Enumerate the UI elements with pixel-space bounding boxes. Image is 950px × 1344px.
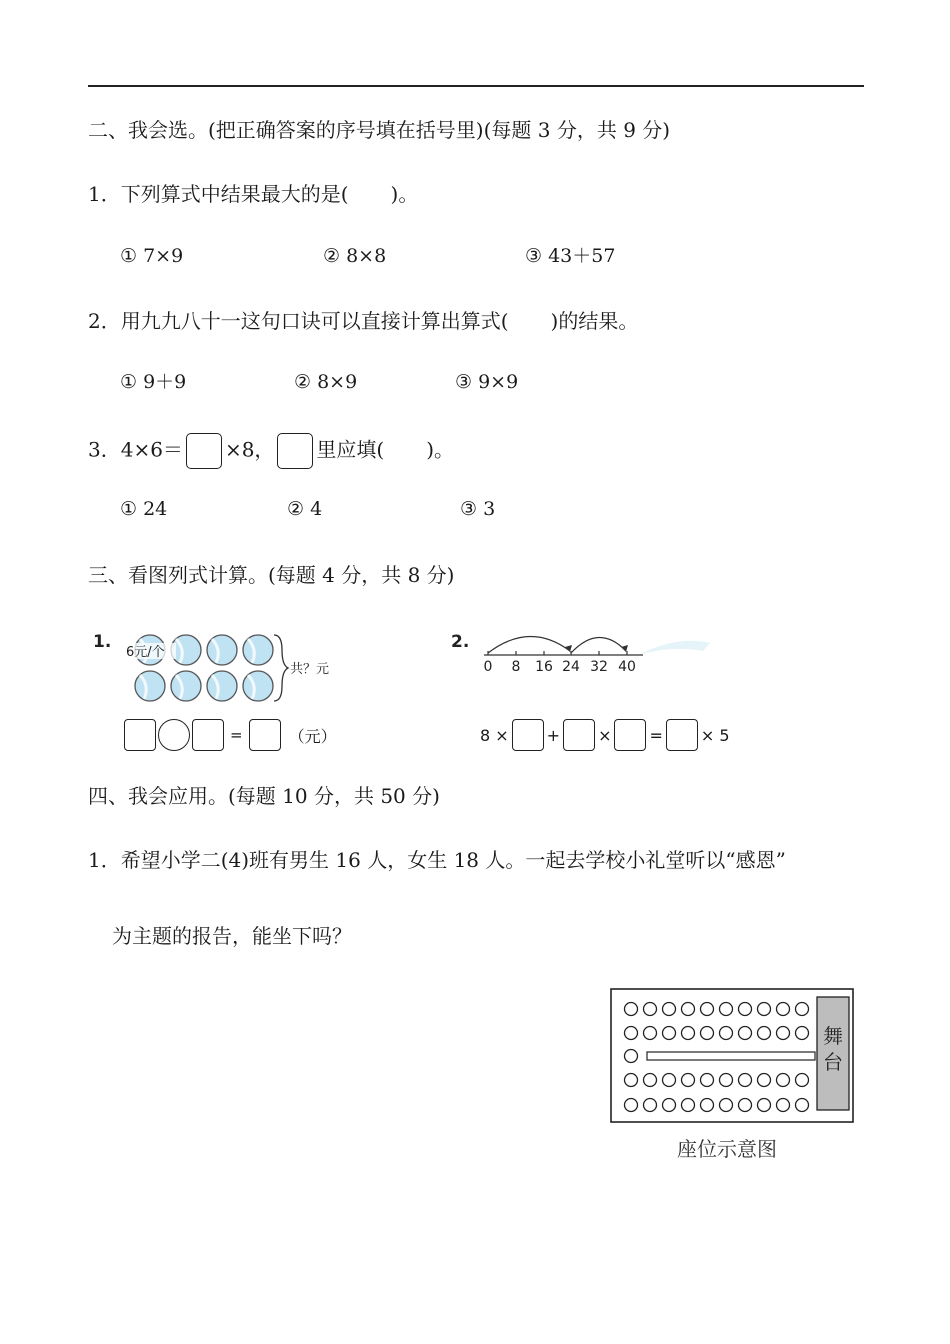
answer-box[interactable] xyxy=(512,719,544,751)
section4-title: 四、我会应用。(每题 10 分，共 50 分) xyxy=(88,784,440,808)
application-question-1: 1．希望小学二(4)班有男生 16 人，女生 18 人。一起去学校小礼堂听以“感恩” xyxy=(88,848,786,872)
answer-box[interactable] xyxy=(666,719,698,751)
q3-option-3: ③ 3 xyxy=(460,498,496,520)
tick-label: 0 xyxy=(483,659,493,675)
times-sign: × xyxy=(598,725,612,745)
answer-box[interactable] xyxy=(614,719,646,751)
q1-option-3: ③ 43＋57 xyxy=(525,245,616,267)
section2-title: 二、我会选。(把正确答案的序号填在括号里)(每题 3 分，共 9 分) xyxy=(88,118,671,142)
tick-label: 40 xyxy=(618,659,636,675)
number-line xyxy=(448,625,748,685)
fig2-number: 2. xyxy=(451,632,470,652)
stage-label-2: 台 xyxy=(823,1050,843,1074)
equation-end: × 5 xyxy=(700,725,730,745)
watermark-shape xyxy=(638,641,710,655)
tick-label: 24 xyxy=(562,659,580,675)
q2-option-3: ③ 9×9 xyxy=(455,371,519,393)
question-3: 3．4×6＝ ×8， 里应填( )。 xyxy=(88,433,454,469)
question-1: 1．下列算式中结果最大的是( )。 xyxy=(88,182,419,206)
jump-arc-1 xyxy=(488,636,570,653)
fig2-answer-row xyxy=(480,719,730,751)
seating-diagram xyxy=(609,987,859,1167)
tick-label: 16 xyxy=(535,659,553,675)
jump-arc-2 xyxy=(571,637,626,653)
unit-label: （元） xyxy=(288,726,337,746)
equals-sign: = xyxy=(649,725,663,745)
price-label: 6元/个 xyxy=(126,645,165,660)
section3-title: 三、看图列式计算。(每题 4 分，共 8 分) xyxy=(88,563,455,587)
answer-box-ref xyxy=(277,433,313,469)
figure-balls xyxy=(88,625,348,755)
total-label: 共？元 xyxy=(290,662,330,677)
application-question-1-cont: 为主题的报告，能坐下吗？ xyxy=(112,924,352,948)
answer-box[interactable] xyxy=(192,719,224,751)
answer-box[interactable] xyxy=(186,433,222,469)
tick-label: 8 xyxy=(511,659,521,675)
plus-sign: + xyxy=(546,725,561,745)
question-2: 2．用九九八十一这句口诀可以直接计算出算式( )的结果。 xyxy=(88,309,639,333)
q2-option-2: ② 8×9 xyxy=(294,371,358,393)
fig1-answer-row: = （元） xyxy=(124,719,337,751)
answer-box[interactable] xyxy=(249,719,281,751)
stage-label-1: 舞 xyxy=(823,1024,843,1048)
operator-circle[interactable] xyxy=(158,719,190,751)
q3-option-2: ② 4 xyxy=(287,498,323,520)
figure-number-line xyxy=(448,625,748,755)
brace xyxy=(274,635,288,701)
q1-option-1: ① 7×9 xyxy=(120,245,184,267)
top-rule xyxy=(88,85,864,87)
aisle xyxy=(647,1052,815,1060)
q3-option-1: ① 24 xyxy=(120,498,168,520)
fig1-number: 1. xyxy=(93,632,112,652)
seating-chart xyxy=(609,987,859,1127)
tick-label: 32 xyxy=(590,659,608,675)
answer-box[interactable] xyxy=(124,719,156,751)
answer-box[interactable] xyxy=(563,719,595,751)
q1-option-2: ② 8×8 xyxy=(323,245,387,267)
q2-option-1: ① 9＋9 xyxy=(120,371,187,393)
seat-caption: 座位示意图 xyxy=(677,1137,777,1161)
equation-start: 8 × xyxy=(480,725,509,745)
